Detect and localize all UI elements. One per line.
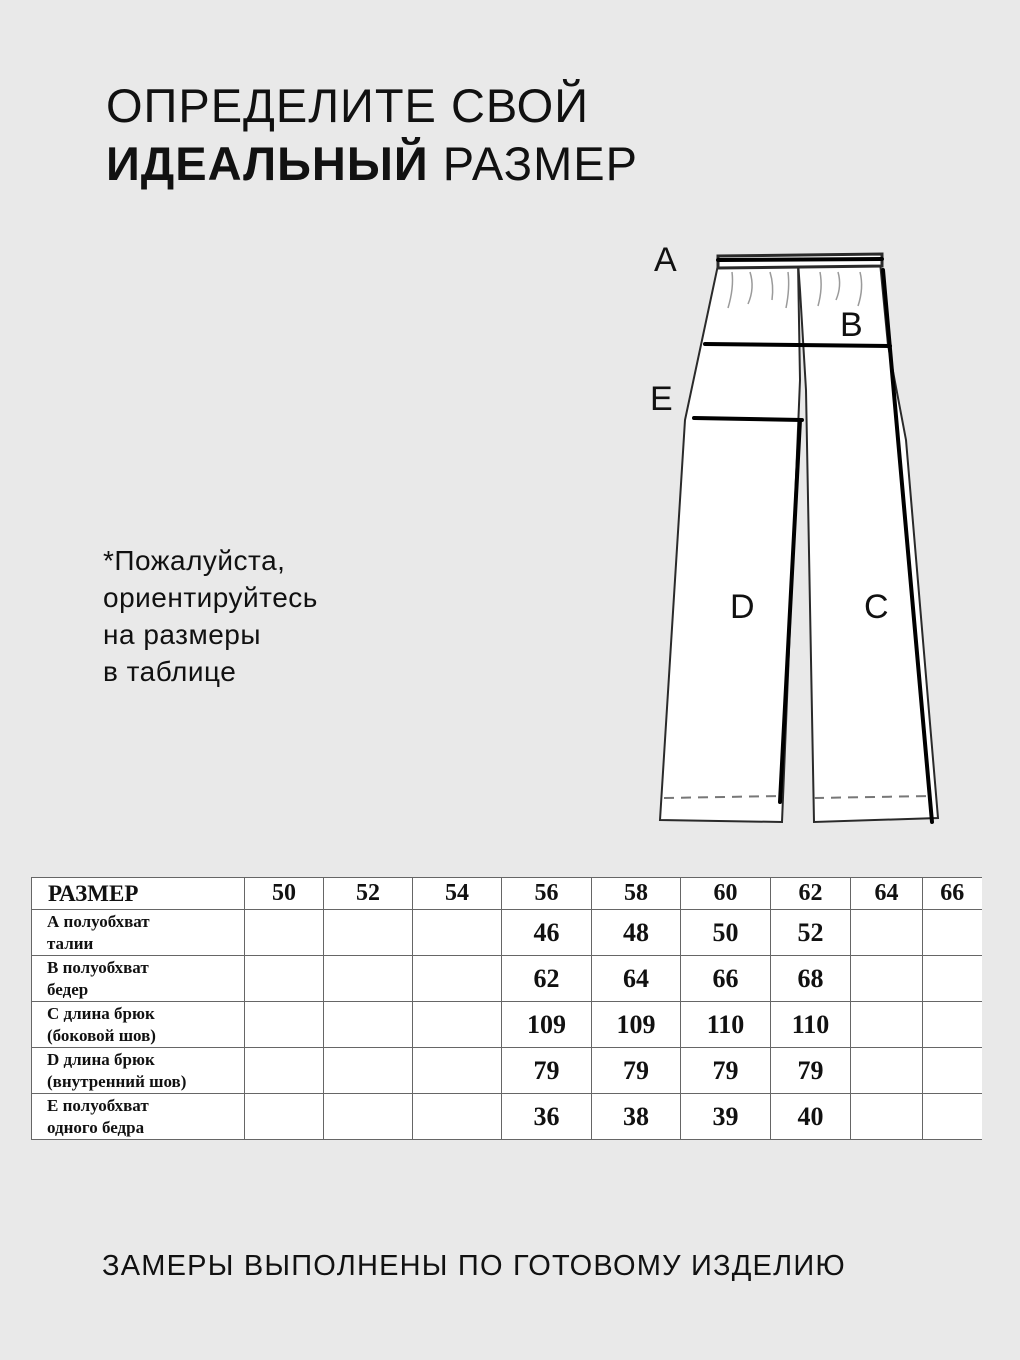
table-param-cell: [32, 910, 245, 956]
table-header-size: 64: [851, 878, 923, 910]
label-d: D: [730, 588, 755, 626]
table-param-line: талии: [47, 933, 94, 953]
table-value-cell: 39: [681, 1094, 771, 1140]
table-value-cell: [324, 910, 413, 956]
table-header-size: 52: [324, 878, 413, 910]
table-value-cell: [923, 956, 982, 1002]
table-value-cell: 110: [771, 1002, 851, 1048]
table-value-cell: [324, 1094, 413, 1140]
table-value-cell: 46: [502, 910, 592, 956]
table-param-line: D длина брюк: [47, 1049, 155, 1069]
label-b: B: [840, 306, 863, 344]
table-value-cell: [324, 1002, 413, 1048]
size-note-line: на размеры: [103, 619, 262, 650]
measure-line-b: [705, 344, 890, 346]
table-value-cell: [851, 1002, 923, 1048]
table-value-cell: [413, 1048, 502, 1094]
table-value-cell: [851, 956, 923, 1002]
table-value-cell: [324, 956, 413, 1002]
table-value-cell: [245, 1048, 324, 1094]
table-value-cell: 52: [771, 910, 851, 956]
table-row: [32, 1048, 982, 1094]
table-value-cell: 109: [592, 1002, 681, 1048]
size-note: [103, 542, 318, 690]
table-value-cell: [245, 956, 324, 1002]
measure-line-e: [694, 418, 802, 420]
table-value-cell: [245, 910, 324, 956]
table-value-cell: 64: [592, 956, 681, 1002]
table-value-cell: 79: [592, 1048, 681, 1094]
table-param-line: А полуобхват: [47, 911, 150, 931]
table-value-cell: 109: [502, 1002, 592, 1048]
table-value-cell: [923, 1048, 982, 1094]
table-row: [32, 1002, 982, 1048]
table-param-cell: [32, 1002, 245, 1048]
table-param-line: (боковой шов): [47, 1025, 156, 1045]
table-header-size: 62: [771, 878, 851, 910]
table-value-cell: [413, 910, 502, 956]
trousers-outline: [660, 254, 938, 822]
page-title-line-1: ОПРЕДЕЛИТЕ СВОЙ: [106, 79, 590, 132]
table-value-cell: [324, 1048, 413, 1094]
table-value-cell: 40: [771, 1094, 851, 1140]
table-header-size: 56: [502, 878, 592, 910]
table-value-cell: [851, 1094, 923, 1140]
table-value-cell: 36: [502, 1094, 592, 1140]
page-title-bold: ИДЕАЛЬНЫЙ: [106, 137, 429, 190]
table-param-line: В полуобхват: [47, 957, 149, 977]
measure-line-a: [718, 259, 882, 260]
table-value-cell: [851, 910, 923, 956]
table-row: [32, 910, 982, 956]
table-row: [32, 1094, 982, 1140]
table-value-cell: [851, 1048, 923, 1094]
page-title-rest: РАЗМЕР: [442, 137, 638, 190]
trousers-diagram: [630, 230, 970, 830]
table-header-size: 58: [592, 878, 681, 910]
table-value-cell: [245, 1094, 324, 1140]
page-title-line-2: [106, 137, 638, 190]
size-note-line: ориентируйтесь: [103, 582, 318, 613]
table-value-cell: 79: [681, 1048, 771, 1094]
table-param-line: (внутренний шов): [47, 1071, 187, 1091]
table-value-cell: 38: [592, 1094, 681, 1140]
table-value-cell: 68: [771, 956, 851, 1002]
table-value-cell: [413, 1002, 502, 1048]
table-value-cell: 50: [681, 910, 771, 956]
table-value-cell: 79: [771, 1048, 851, 1094]
table-header-size: 54: [413, 878, 502, 910]
table-param-line: Е полуобхват: [47, 1095, 149, 1115]
size-table: [31, 877, 982, 1140]
size-note-line: *Пожалуйста,: [103, 545, 286, 576]
label-e: E: [650, 380, 673, 418]
footer-note: ЗАМЕРЫ ВЫПОЛНЕНЫ ПО ГОТОВОМУ ИЗДЕЛИЮ: [102, 1250, 846, 1282]
table-value-cell: 48: [592, 910, 681, 956]
table-param-line: С длина брюк: [47, 1003, 155, 1023]
table-param-cell: [32, 956, 245, 1002]
table-header-size: 60: [681, 878, 771, 910]
table-value-cell: 110: [681, 1002, 771, 1048]
table-value-cell: 62: [502, 956, 592, 1002]
table-row: [32, 956, 982, 1002]
table-header-size: 50: [245, 878, 324, 910]
table-param-line: одного бедра: [47, 1117, 145, 1137]
table-header-size-label: РАЗМЕР: [32, 878, 245, 910]
table-param-line: бедер: [47, 979, 89, 999]
table-value-cell: [923, 1002, 982, 1048]
table-param-cell: [32, 1094, 245, 1140]
table-value-cell: 66: [681, 956, 771, 1002]
table-header-size: 66: [923, 878, 982, 910]
label-c: C: [864, 588, 889, 626]
table-value-cell: [245, 1002, 324, 1048]
table-value-cell: 79: [502, 1048, 592, 1094]
table-value-cell: [923, 1094, 982, 1140]
table-value-cell: [923, 910, 982, 956]
table-value-cell: [413, 1094, 502, 1140]
label-a: A: [654, 241, 677, 279]
table-value-cell: [413, 956, 502, 1002]
table-header-row: [32, 878, 982, 910]
table-param-cell: [32, 1048, 245, 1094]
size-note-line: в таблице: [103, 656, 237, 687]
